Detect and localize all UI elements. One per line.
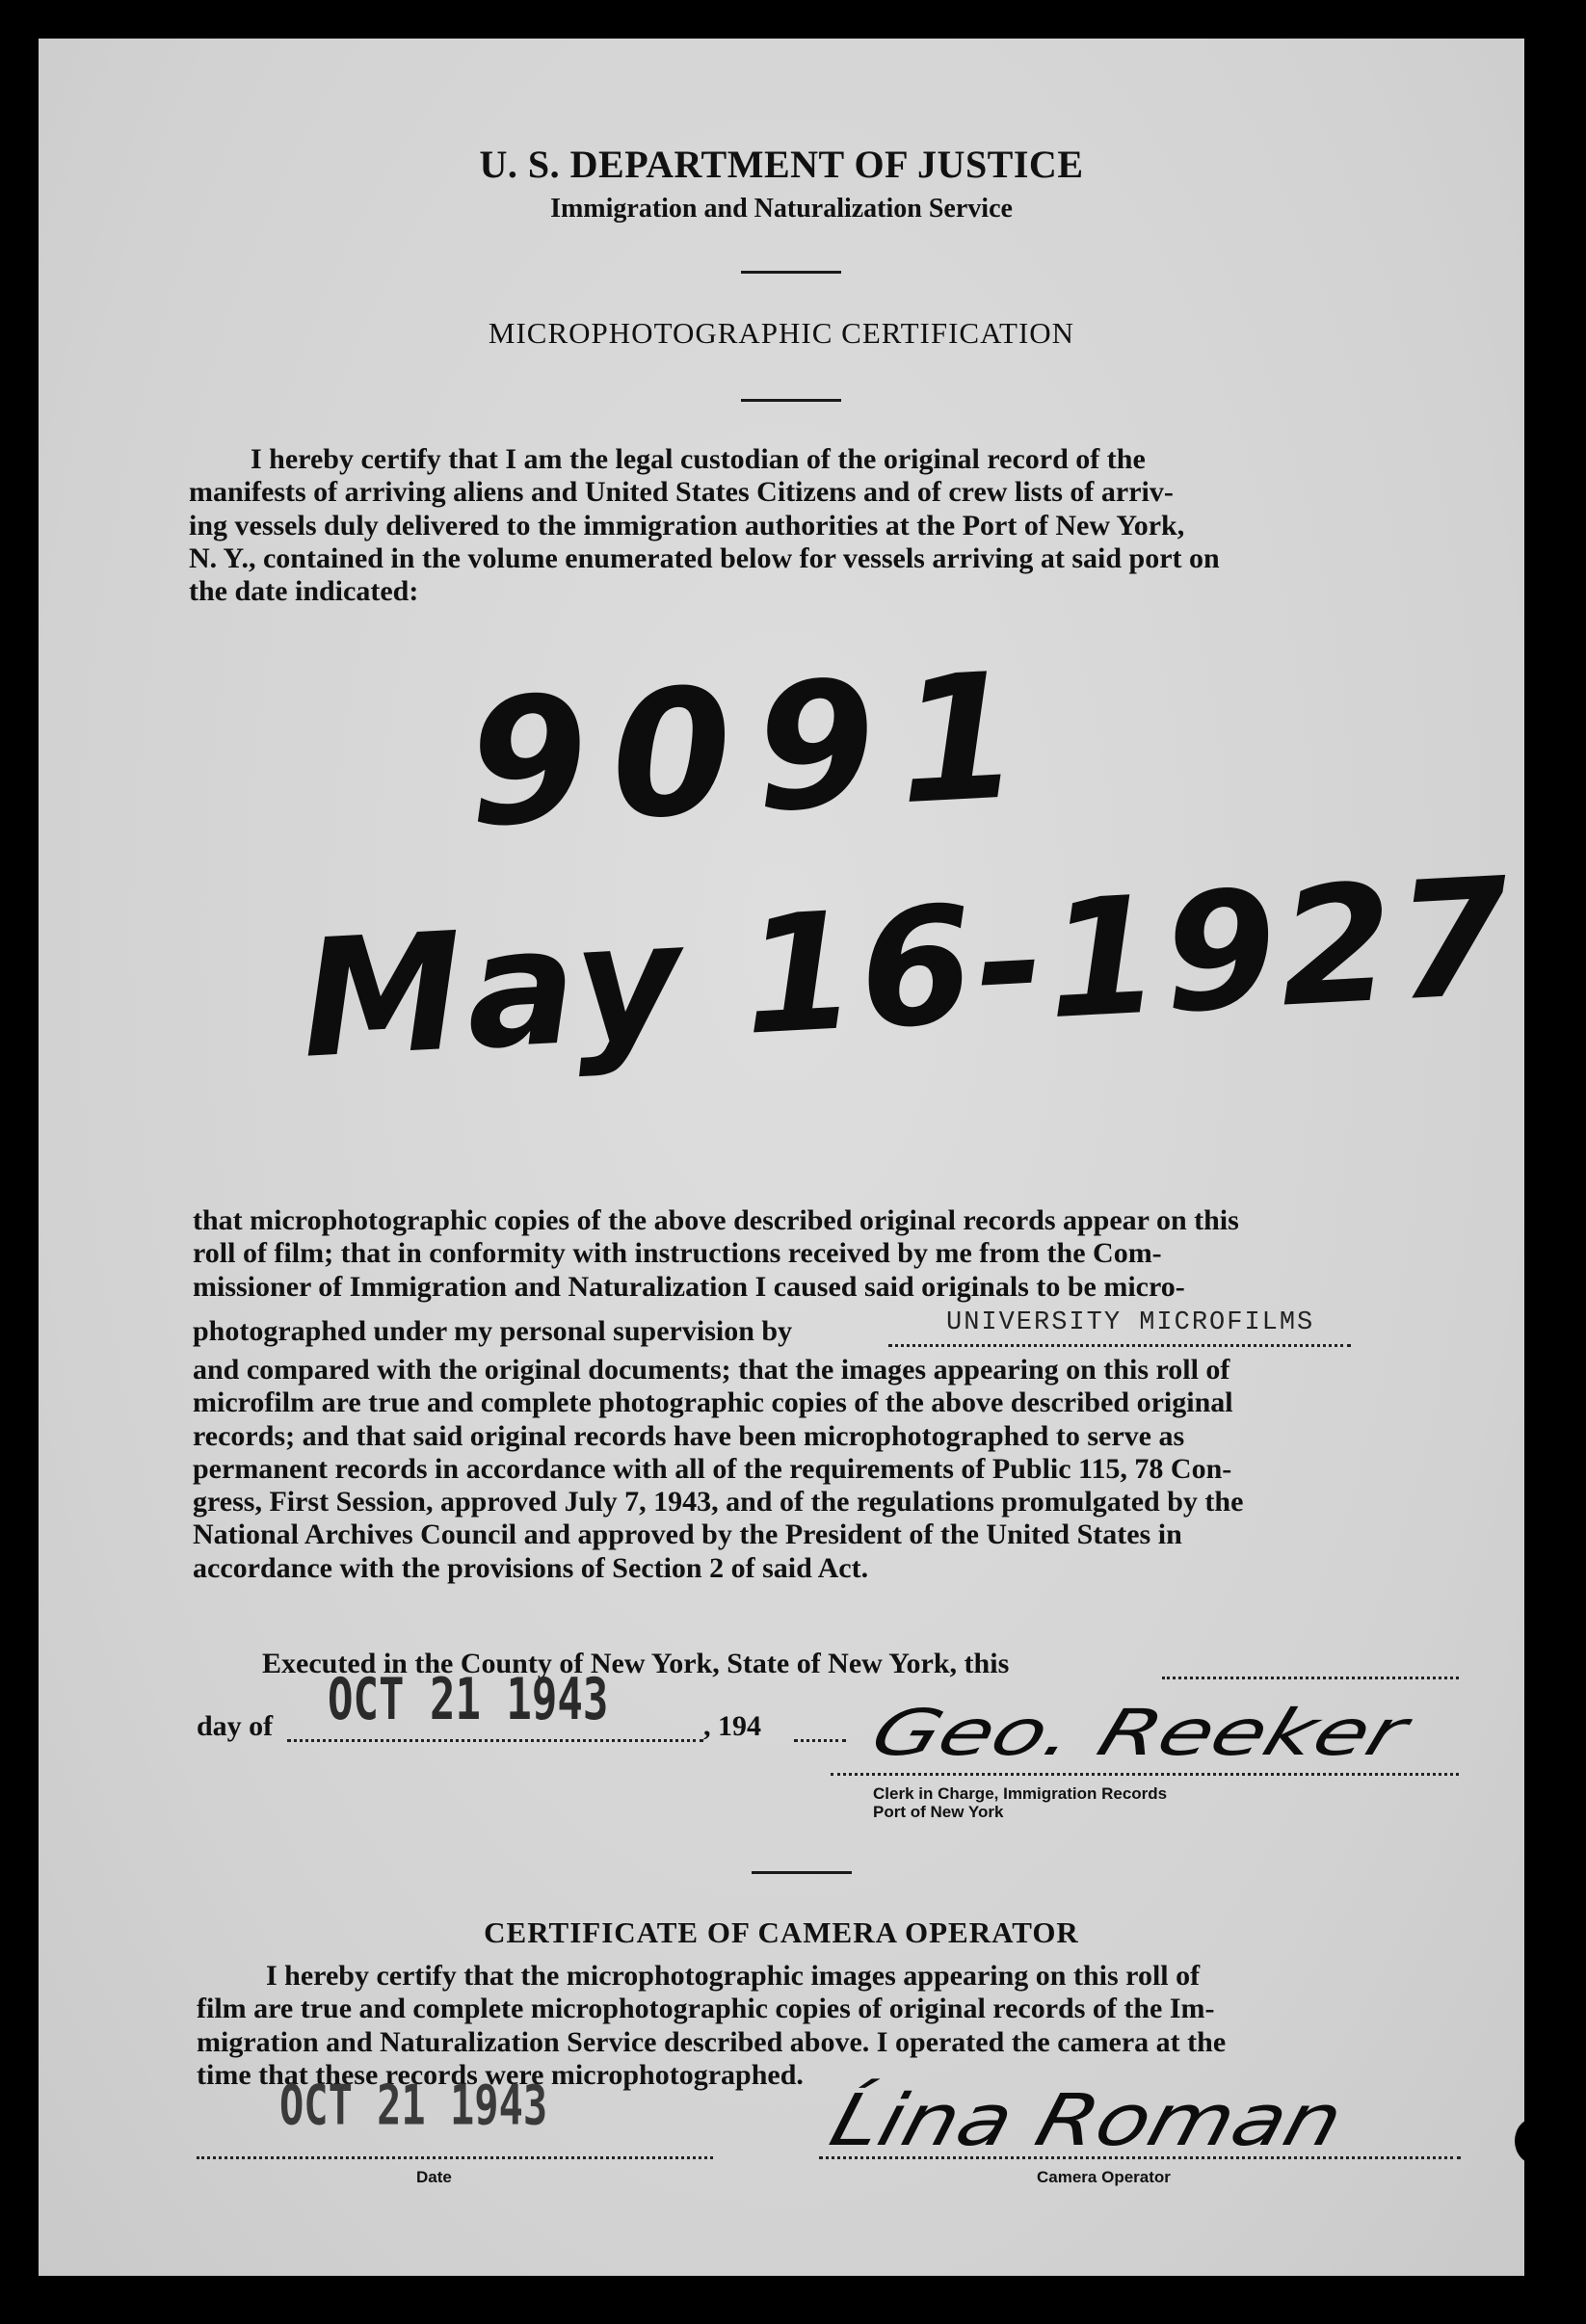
signature-line [819,2156,1461,2159]
department-heading: U. S. DEPARTMENT OF JUSTICE [479,143,1084,186]
form-title: MICROPHOTOGRAPHIC CERTIFICATION [488,316,1075,350]
text-line: I hereby certify that the microphotographic images appearing on this roll of [266,1960,1201,1992]
handwritten-arrival-date: May 16-1927 [297,842,1519,1095]
date-label: Date [416,2168,452,2186]
fill-in-line [1162,1677,1459,1679]
text-line: microfilm are true and complete photographic copies of the above described original [193,1386,1233,1419]
text-line: migration and Naturalization Service described above. I operated the camera at the [197,2025,1227,2058]
film-edge-blot [1515,2118,1555,2164]
text-line: the date indicated: [189,575,419,608]
supervision-label: photographed under my personal supervision by [193,1315,793,1347]
supervision-value: UNIVERSITY MICROFILMS [946,1308,1315,1337]
fill-in-line [888,1344,1351,1347]
text-line: ing vessels duly delivered to the immigration authorities at the Port of New York, [189,509,1185,541]
text-line: manifests of arriving aliens and United States Citizens and of crew lists of arriv- [189,476,1174,509]
camera-certificate-paragraph [197,1960,1461,2092]
divider [741,399,841,402]
fill-in-line [287,1739,703,1742]
clerk-title [873,1784,1167,1821]
handwritten-volume-number: 9091 [463,634,1048,866]
certificate-page [39,39,1524,2276]
date-line [197,2156,713,2159]
camera-certificate-title: CERTIFICATE OF CAMERA OPERATOR [484,1915,1079,1949]
fill-in-line [794,1739,846,1742]
date-stamp: OCT 21 1943 [328,1667,609,1733]
clerk-title-line: Clerk in Charge, Immigration Records [873,1784,1168,1803]
operator-signature: Ĺina Roman [821,2079,1352,2162]
certification-paragraph-1 [189,443,1449,608]
text-line: records; and that said original records have been microphotographed to serve as [193,1419,1185,1452]
text-line: roll of film; that in conformity with instructions received by me from the Com- [193,1237,1162,1270]
text-line: that microphotographic copies of the above described original records appear on this [193,1204,1239,1236]
divider [752,1871,852,1874]
service-heading: Immigration and Naturalization Service [550,194,1013,224]
executed-label: Executed in the County of New York, State of New York, this [262,1648,1010,1679]
signature-line [831,1773,1459,1776]
certification-paragraph-2 [193,1204,1457,1304]
text-line: permanent records in accordance with all of the requirements of Public 115, 78 Con- [193,1452,1232,1485]
text-line: gress, First Session, approved July 7, 1943, and of the regulations promulgated by the [193,1486,1244,1519]
year-label: , 194 [703,1710,761,1742]
text-line: and compared with the original documents; that the images appearing on this roll of [193,1354,1230,1386]
text-line: time that these records were microphotographed. [197,2058,804,2091]
text-line: film are true and complete microphotographic copies of original records of the Im- [197,1993,1215,2025]
day-of-label: day of [197,1710,274,1742]
operator-label: Camera Operator [1037,2168,1171,2186]
text-line: missioner of Immigration and Naturalization I caused said originals to be micro- [193,1270,1185,1303]
operator-date-stamp: OCT 21 1943 [279,2073,548,2138]
text-line: National Archives Council and approved by the President of the United States in [193,1519,1182,1551]
text-line: I hereby certify that I am the legal custodian of the original record of the [251,443,1146,475]
text-line: accordance with the provisions of Section 2 of said Act. [193,1551,869,1584]
divider [741,271,841,274]
text-line: N. Y., contained in the volume enumerated below for vessels arriving at said port on [189,541,1220,574]
certification-paragraph-3 [193,1354,1457,1585]
clerk-title-line: Port of New York [873,1803,1004,1821]
clerk-signature: Geo. Reeker [861,1696,1416,1770]
